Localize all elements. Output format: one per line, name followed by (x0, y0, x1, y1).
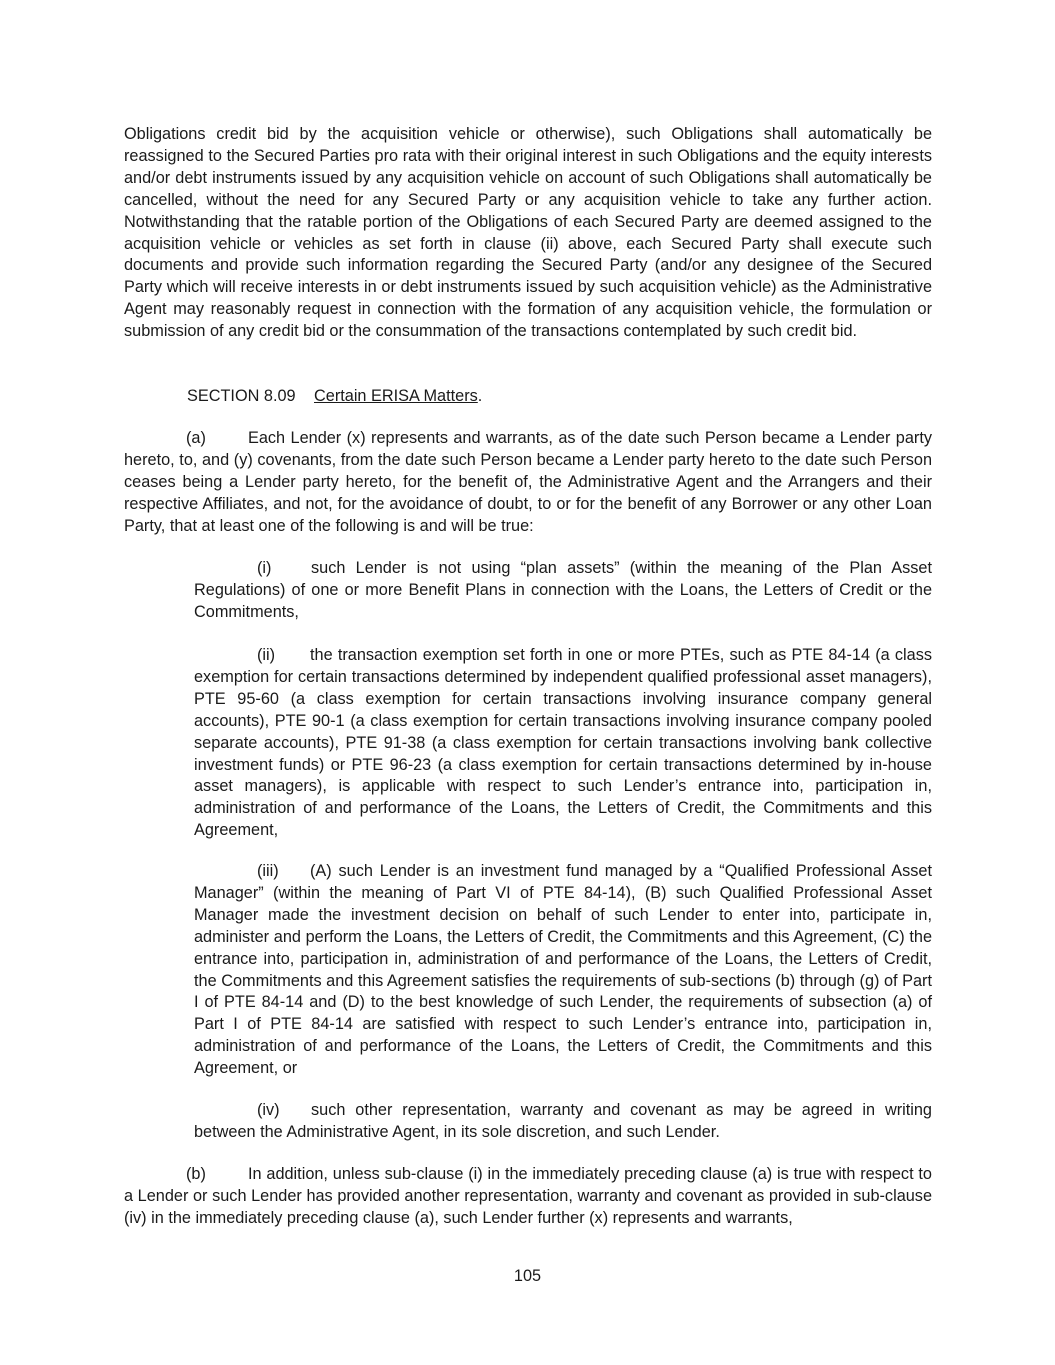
subclause-i-label: (i) (257, 559, 272, 577)
clause-a-text: Each Lender (x) represents and warrants, as of the date such Person became a Lender party hereto, to, and (y) covenants, from the date such Person became a Lender party hereto to the date such Person ceases being a Lender party hereto, for the benefit of, the Administrative Agent and the Arrangers and their respective Affiliates, and not, for the avoidance of doubt, to or for the benefit of any Borrower or any other Loan Party, that at least one of the following is and will be true: (124, 429, 932, 535)
section-title-suffix: . (477, 387, 483, 405)
clause-a-label: (a) (186, 429, 206, 447)
subclause-iii-paragraph (194, 861, 932, 1080)
intro-paragraph: Obligations credit bid by the acquisition vehicle or otherwise), such Obligations shall automatically be reassigned to the Secured Parties pro rata with their original interest in such Obligations and the equity interests and/or debt instruments issued by any acquisition vehicle on account of such Obligations shall automatically be cancelled, without the need for any Secured Party or any acquisition vehicle to take any further action. Notwithstanding that the ratable portion of the Obligations of each Secured Party are deemed assigned to the acquisition vehicle or vehicles as set forth in clause (ii) above, each Secured Party shall execute such documents and provide such information regarding the Secured Party (and/or any designee of the Secured Party which will receive interests in or debt instruments issued by such acquisition vehicle) as the Administrative Agent may reasonably request in connection with the formation of any acquisition vehicle, the formulation or submission of any credit bid or the consummation of the transactions contemplated by such credit bid. (124, 125, 932, 341)
subclause-i-paragraph (194, 558, 932, 624)
subclause-iii-text: (A) such Lender is an investment fund managed by a “Qualified Professional Asset Manager” (within the meaning of Part VI of PTE 84-14), (B) such Qualified Professional Asset Manager made the investment decision on behalf of such Lender to enter into, participate in, administer and perform the Loans, the Letters of Credit, the Commitments and this Agreement, (C) the entrance into, participation in, administration of and performance of the Loans, the Letters of Credit, the Commitments and this Agreement satisfies the requirements of sub-sections (b) through (g) of Part I of PTE 84-14 and (D) to the best knowledge of such Lender, the requirements of subsection (a) of Part I of PTE 84-14 are satisfied with respect to such Lender’s entrance into, participation in, administration of and performance of the Loans, the Letters of Credit, the Commitments and this Agreement, or (194, 862, 932, 1078)
subclause-ii-label: (ii) (257, 646, 276, 664)
section-number: SECTION 8.09 (187, 387, 296, 405)
subclause-iv-label: (iv) (257, 1101, 280, 1119)
subclause-ii-paragraph (194, 645, 932, 842)
subclause-iv-text: such other representation, warranty and covenant as may be agreed in writing between the Administrative Agent, in its sole discretion, and such Lender. (194, 1101, 932, 1141)
clause-b-label: (b) (186, 1165, 206, 1183)
subclause-iii-label: (iii) (257, 862, 279, 880)
page-number: 105 (513, 1267, 542, 1285)
clause-b-paragraph (124, 1164, 932, 1230)
subclause-ii-text: the transaction exemption set forth in one or more PTEs, such as PTE 84-14 (a class exemption for certain transactions determined by independent qualified professional asset managers), PTE 95-60 (a class exemption for certain transactions involving insurance company general accounts), PTE 90-1 (a class exemption for certain transactions involving insurance company pooled separate accounts), PTE 91-38 (a class exemption for certain transactions involving bank collective investment funds) or PTE 96-23 (a class exemption for certain transactions determined by in-house asset managers), is applicable with respect to such Lender’s entrance into, participation in, administration of and performance of the Loans, the Letters of Credit, the Commitments and this Agreement, (194, 646, 932, 840)
subclause-i-text: such Lender is not using “plan assets” (within the meaning of the Plan Asset Regulations) of one or more Benefit Plans in connection with the Loans, the Letters of Credit or the Commitments, (194, 559, 932, 621)
clause-a-paragraph (124, 428, 932, 538)
clause-b-text: In addition, unless sub-clause (i) in the immediately preceding clause (a) is true with respect to a Lender or such Lender has provided another representation, warranty and covenant as provided in sub-clause (iv) in the immediately preceding clause (a), such Lender further (x) represents and warrants, (124, 1165, 932, 1227)
section-heading (187, 386, 482, 408)
section-title: Certain ERISA Matters (314, 387, 478, 405)
subclause-iv-paragraph (194, 1100, 932, 1144)
